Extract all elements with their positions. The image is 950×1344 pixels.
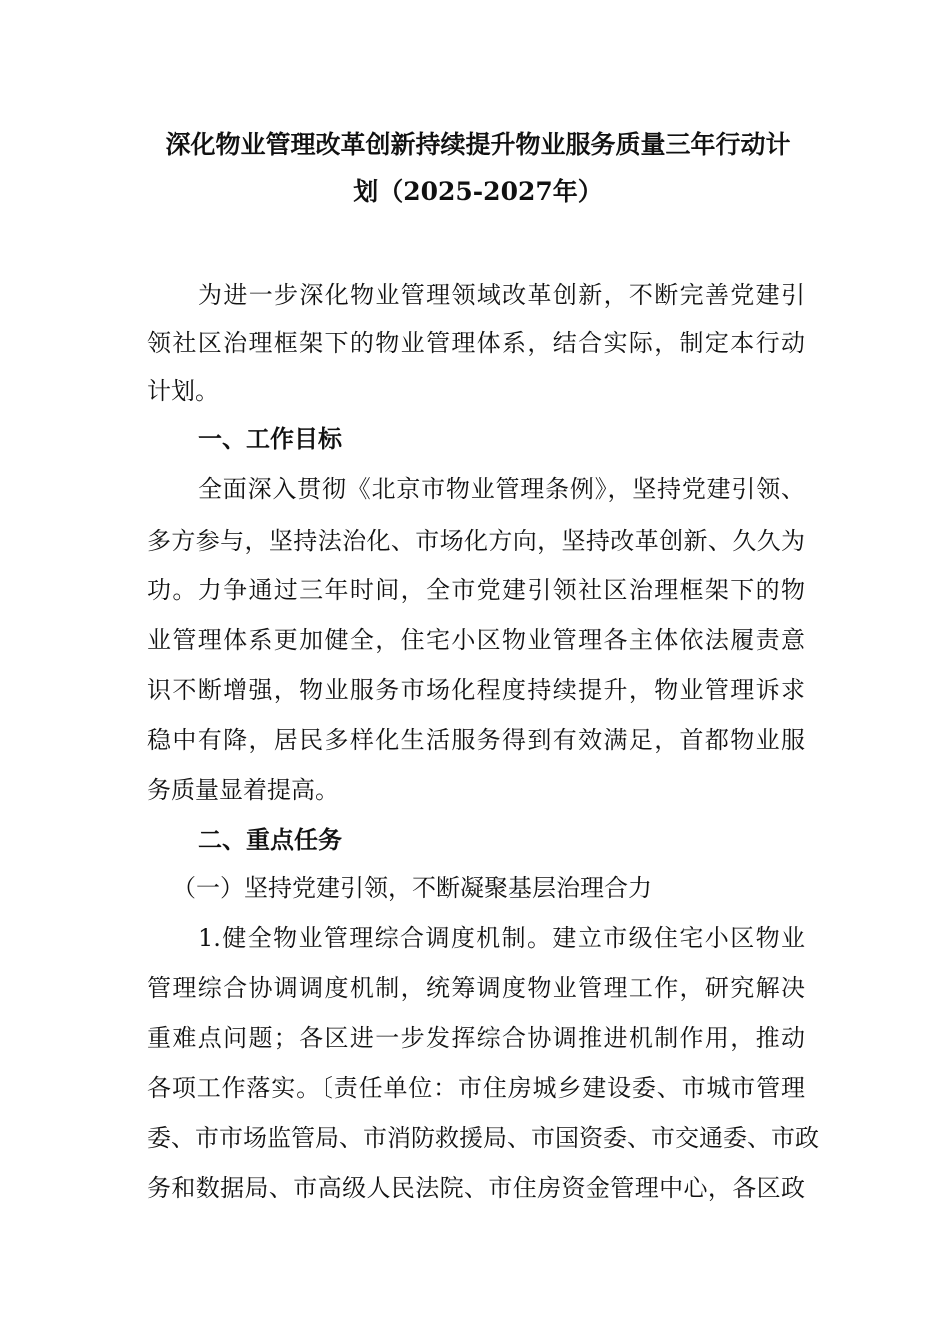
paragraph-line: 领社区治理框架下的物业管理体系，结合实际，制定本行动 — [147, 329, 805, 357]
paragraph-line: 为进一步深化物业管理领域改革创新，不断完善党建引 — [198, 281, 805, 309]
section-heading: 二、重点任务 — [198, 825, 342, 854]
paragraph-line: 识不断增强，物业服务市场化程度持续提升，物业管理诉求 — [147, 676, 805, 704]
paragraph-line: 管理综合协调调度机制，统筹调度物业管理工作，研究解决 — [147, 974, 805, 1002]
section-heading: 一、工作目标 — [198, 424, 342, 453]
paragraph-line: 1.健全物业管理综合调度机制。建立市级住宅小区物业 — [198, 924, 805, 952]
document-title-line2: 划（2025-2027年） — [353, 177, 603, 206]
paragraph-line: 业管理体系更加健全，住宅小区物业管理各主体依法履责意 — [147, 626, 805, 654]
paragraph-line: 各项工作落实。〔责任单位：市住房城乡建设委、市城市管理 — [147, 1074, 805, 1102]
paragraph-line: 计划。 — [147, 377, 219, 405]
paragraph-line: 委、市市场监管局、市消防救援局、市国资委、市交通委、市政 — [147, 1124, 819, 1152]
paragraph-line: 功。力争通过三年时间，全市党建引领社区治理框架下的物 — [147, 576, 805, 604]
paragraph-line: 务质量显着提高。 — [147, 776, 339, 804]
paragraph-line: 全面深入贯彻《北京市物业管理条例》，坚持党建引领、 — [198, 475, 805, 503]
paragraph-line: 重难点问题；各区进一步发挥综合协调推进机制作用，推动 — [147, 1024, 805, 1052]
document-title-line1: 深化物业管理改革创新持续提升物业服务质量三年行动计 — [165, 130, 791, 159]
paragraph-line: 稳中有降，居民多样化生活服务得到有效满足，首都物业服 — [147, 726, 805, 754]
subsection-heading: （一）坚持党建引领，不断凝聚基层治理合力 — [172, 874, 652, 902]
paragraph-line: 多方参与，坚持法治化、市场化方向，坚持改革创新、久久为 — [147, 527, 805, 555]
paragraph-line: 务和数据局、市高级人民法院、市住房资金管理中心，各区政 — [147, 1174, 805, 1202]
